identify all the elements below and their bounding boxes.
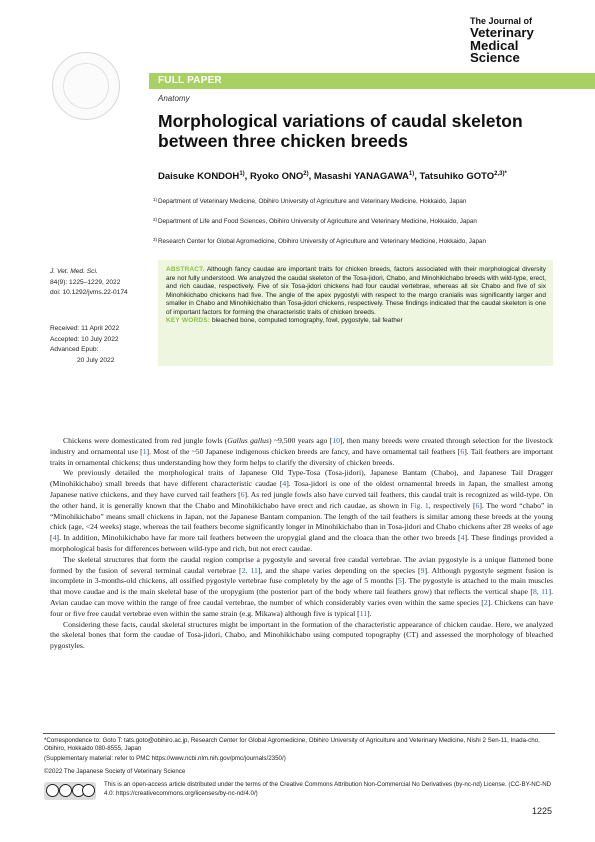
text-run: ]. Tosa-jidori is one of the oldest ornamental breeds in Japan, the smallest among Japanese native chickens, and they have curved tail feathers [ [50,479,553,499]
affiliation-number: 3) [153,237,158,242]
by-icon [59,784,72,797]
text-run: ]. Avian caudae can move within the range of free caudal vertebrae, the number of which considerably varies even within the same species [ [50,587,553,607]
article-title-line1: Morphological variations of caudal skeleton [158,111,523,131]
reference-link[interactable]: 9 [420,565,425,575]
article-type-bar [149,73,595,89]
abstract-label: ABSTRACT. [166,266,205,273]
reference-link[interactable]: 10 [332,436,340,445]
license-text: This is an open-access article distributed under the terms of the Creative Commons Attribution Non-Commercial No Derivatives (by-nc-nd) License. (CC-BY-NC-ND 4.0: https://creativecommons.org/licenses/by-nc-nd/4.0/) [104,781,552,797]
abstract-paragraph [166,266,546,326]
text-run: We previously detailed the morphological traits of Japanese Old Type-Tosa (Tosa-jidori), Japanese Bantam (Chabo), and Japanese Tail Dragger (Minohikichabo) small breeds that have different characteristic caudae [ [50,468,553,489]
reference-link[interactable]: 1 [142,446,147,456]
text-run: Chickens were domesticated from red jungle fowls ( [63,436,228,445]
text-run: ]. Most of the ~50 Japanese indigenous chicken breeds are fancy, and have ornamental tail feathers [ [146,446,461,456]
author-name: Ryoko ONO [249,171,304,183]
text-run: ]. As red jungle fowls also have curved tail feathers, this caudal trait is recognized as wild-type. On the other hand, it is generally known that the Chabo and Minohikichabo have erect and rich caudae, as shown in [50,489,554,510]
text-run: The skeletal structures that form the caudal region comprise a pygostyle and several free caudal vertebrae. The avian pygostyle is a unique flattened bone formed by the fusion of several terminal caudal vertebrae [ [50,554,553,575]
reference-link[interactable]: 4 [52,533,57,543]
reference-link[interactable]: 2, 11 [241,565,258,575]
text-run: ]. Tail feathers are important traits in ornamental chickens; thus understanding how they form helps to clarify the diversity of chicken breeds. [50,446,553,467]
page-number: 1225 [532,806,553,816]
received-date: Received: 11 April 2022 [50,325,120,332]
journal-logo-line4: Science [470,50,520,65]
reference-link[interactable]: 4 [460,533,465,543]
affiliation-text: Department of Life and Food Sciences, Obihiro University of Agriculture and Veterinary Medicine, Hokkaido, Japan [158,218,477,225]
journal-logo-line1: The Journal of [470,16,533,26]
section-label: Anatomy [158,94,190,103]
supplementary-note: (Supplementary material: refer to PMC https://www.ncbi.nlm.nih.gov/pmc/journals/2350/) [44,755,286,762]
body-paragraph: Considering these facts, caudal skeletal structures might be important in the formation of the characteristic appearance of chicken caudae. Here, we analyzed the skeletal bones that form the caudae of Tosa-jidori, Chabo, and Minohikichabo using computed topography (CT) and assessed the morphology of bleached pygostyles. [50,619,553,651]
cc-icon [46,784,59,797]
affiliation [153,217,558,226]
correspondence-note: *Correspondence to: Goto T: tats.goto@obihiro.ac.jp, Research Center for Global Agromedicine, Obihiro University of Agriculture and Veterinary Medicine, Nishi 2 Sen-11, Inada-cho, Obihiro, Hokkaido 080-8555, Japan [44,737,540,753]
journal-volume: 84(9): 1225–1229, 2022 [50,278,121,286]
author-list: Daisuke KONDOH$^{1)}$, Ryoko ONO$^{2)}$, Masashi YANAGAWA$^{1)}$, Tatsuhiko $GOTO^{2,3)*}$ [158,171,507,183]
journal-logo [470,16,585,65]
text-run: ) ~9,500 years ago [ [268,436,333,445]
species-name: Gallus gallus [227,436,269,445]
journal-abbrev: J. Vet. Med. Sci. [50,268,98,275]
keywords-label: KEY WORDS: [166,317,211,324]
reference-link[interactable]: 2 [483,597,488,607]
epub-label: Advanced Epub: [50,346,99,353]
reference-link[interactable]: 6 [475,500,480,510]
affiliation-number: 2) [153,217,158,222]
accepted-date: Accepted: 10 July 2022 [50,335,119,343]
body-paragraph [50,555,553,620]
author-affil: 1) [239,171,245,177]
journal-citation-info [50,267,150,299]
reference-link[interactable]: 6 [460,446,465,456]
reference-link[interactable]: 5 [398,576,402,586]
author-affil: 1) [408,171,415,177]
author-name: Tatsuhiko GOTO [419,171,495,183]
author-name: Daisuke KONDOH [158,171,240,183]
text-run: , respectively [ [428,500,476,510]
affiliation [153,197,558,206]
text-run: ], and the shape varies depending on the species [ [257,565,421,575]
body-paragraph [50,468,553,554]
text-run: ]. In addition, Minohikichabo have far more tail feathers between the uropygial gland and the cloaca than the other two breeds [ [56,533,461,543]
copyright-note: ©2022 The Japanese Society of Veterinary Science [44,768,186,775]
figure-link[interactable]: Fig. 1 [410,500,429,510]
reference-link[interactable]: 11 [359,608,368,618]
journal-doi: doi: 10.1292/jvms.22-0174 [50,289,128,296]
body-paragraph [50,436,553,468]
article-title [158,111,538,151]
author-affil: 2) [303,171,309,177]
journal-logo-line3: Medical [470,37,519,53]
article-type-label: FULL PAPER [158,75,222,86]
journal-logo-line2: Veterinary [470,25,534,40]
epub-date: 20 July 2022 [77,356,115,364]
text-run: ]. Chickens can have four or five free caudal vertebrae even within the same strain (e.g. Mikawa) although five is typical [ [50,597,553,618]
text-run: ]. [367,608,372,618]
cc-license-badge [44,782,96,800]
abstract-box [158,260,553,366]
article-body [50,436,553,652]
journal-dates [50,324,150,366]
text-run: ]. Although pygostyle segment fusion is incomplete in 3-months-old chickens, all ossified pygostyle vertebrae fuse completely by the age of 5 months [ [50,565,553,586]
text-run: ]. These findings provided a morphological basis for differences between wild-type and rich, but not erect caudae. [50,533,554,553]
text-run: ]. The pygostyle is attached to the main muscles that move caudae and is the main skeletal base of the uropygium (the posterior part of the body where tail feathers grow) that reflects the vertical shape [ [50,576,553,597]
reference-link[interactable]: 8, 11 [532,587,549,597]
reference-link[interactable]: 4 [282,479,287,489]
affiliation [153,237,558,246]
text-run: ]. The word “chabo” in “Minohikichabo” means small chickens in Japan, not the Japanese Bantam companion. The length of the tail feathers is similar among these breeds at the young chick (age, <24 weeks) stage, whereas the tail feathers become significantly longer in Minohikichabo than in Tosa-jidori and Chabo chickens after 28 weeks of age [ [50,500,553,543]
society-seal-logo [52,52,120,120]
affiliation-text: Department of Veterinary Medicine, Obihiro University of Agriculture and Veterinary Medicine, Hokkaido, Japan [158,198,467,205]
reference-link[interactable]: 6 [240,489,245,499]
keywords-text: bleached bone, computed tomography, fowl, pygostyle, tail feather [211,317,403,324]
text-run: ], then many breeds were created through selection for the livestock industry and ornamental use [ [50,436,553,456]
footnote-divider [43,733,555,734]
abstract-text: Although fancy caudae are important traits for chicken breeds, factors associated with their morphological diversity are not fully understood. We analyzed the caudal skeleton of the Tosa-jidori, Chabo, and Minohikichabo breeds with wild-type, erect, and rich caudae, respectively. Five of six Tosa-jidori chickens had four caudal vertebrae, whereas all six Chabo and five of six Minohikichabo chickens had five. The angle of the apex pygostyli with respect to the margo cranialis was significantly larger and smaller in Chabo and Minohikichabo than Tosa-jidori chickens, respectively. These findings indicated that the caudal skeleton is one of important factors for forming the characteristic traits of chicken breeds. [166,266,547,316]
affiliation-text: Research Center for Global Agromedicine, Obihiro University of Agriculture and Veterinary Medicine, Hokkaido, Japan [158,238,486,245]
nd-icon [82,784,95,797]
affiliation-number: 1) [153,197,158,202]
article-title-line2: between three chicken breeds [158,131,408,151]
author-affil: 2,3)* [494,171,507,177]
author-name: Masashi YANAGAWA [313,171,409,183]
